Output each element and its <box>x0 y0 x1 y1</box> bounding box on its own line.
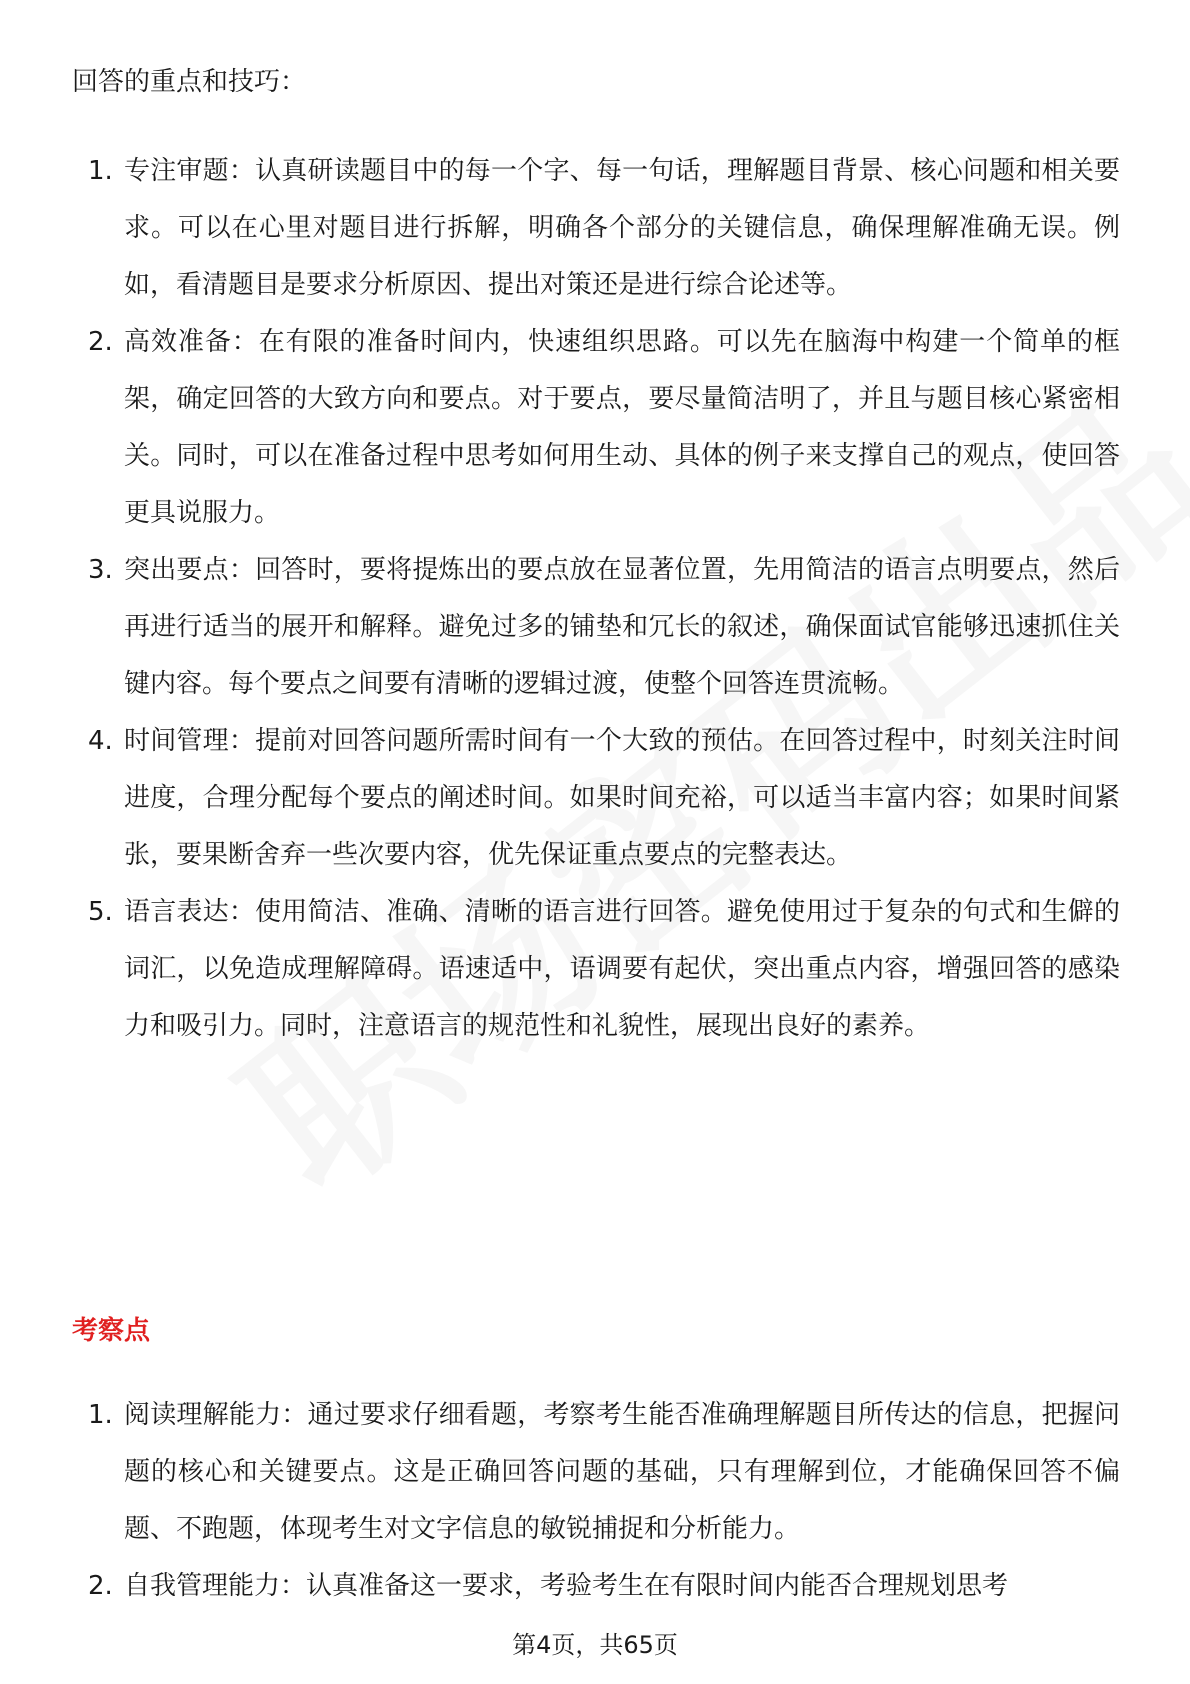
item-text: 高效准备：在有限的准备时间内，快速组织思路。可以先在脑海中构建一个简单的框架，确定回答的大致方向和要点。对于要点，要尽量简洁明了，并且与题目核心紧密相关。同时，可以在准备过程中思考如何用生动、具体的例子来支撑自己的观点，使回答更具说服力。 <box>124 327 1120 528</box>
item-number: 3. <box>88 555 113 585</box>
item-number: 5. <box>88 897 113 927</box>
list-item <box>72 314 1120 542</box>
list-item <box>72 143 1120 314</box>
item-text: 专注审题：认真研读题目中的每一个字、每一句话，理解题目背景、核心问题和相关要求。可以在心里对题目进行拆解，明确各个部分的关键信息，确保理解准确无误。例如，看清题目是要求分析原因、提出对策还是进行综合论述等。 <box>124 156 1120 300</box>
item-number: 2. <box>88 1571 113 1601</box>
section-heading: 考察点 <box>72 1316 151 1346</box>
list-item <box>72 1387 1120 1558</box>
item-text: 语言表达：使用简洁、准确、清晰的语言进行回答。避免使用过于复杂的句式和生僻的词汇，以免造成理解障碍。语速适中，语调要有起伏，突出重点内容，增强回答的感染力和吸引力。同时，注意语言的规范性和礼貌性，展现出良好的素养。 <box>124 897 1120 1041</box>
tips-list <box>72 143 1120 1055</box>
item-text: 阅读理解能力：通过要求仔细看题，考察考生能否准确理解题目所传达的信息，把握问题的核心和关键要点。这是正确回答问题的基础，只有理解到位，才能确保回答不偏题、不跑题，体现考生对文字信息的敏锐捕捉和分析能力。 <box>124 1400 1120 1544</box>
points-list <box>72 1387 1120 1615</box>
item-number: 2. <box>88 327 113 357</box>
item-number: 1. <box>88 156 113 186</box>
list-item <box>72 1558 1120 1615</box>
page-footer: 第4页，共65页 <box>512 1631 678 1659</box>
item-number: 4. <box>88 726 113 756</box>
list-item <box>72 542 1120 713</box>
item-text: 突出要点：回答时，要将提炼出的要点放在显著位置，先用简洁的语言点明要点，然后再进行适当的展开和解释。避免过多的铺垫和冗长的叙述，确保面试官能够迅速抓住关键内容。每个要点之间要有清晰的逻辑过渡，使整个回答连贯流畅。 <box>124 555 1120 699</box>
item-text: 自我管理能力：认真准备这一要求，考验考生在有限时间内能否合理规划思考 <box>124 1571 1009 1601</box>
item-text: 时间管理：提前对回答问题所需时间有一个大致的预估。在回答过程中，时刻关注时间进度，合理分配每个要点的阐述时间。如果时间充裕，可以适当丰富内容；如果时间紧张，要果断舍弃一些次要内容，优先保证重点要点的完整表达。 <box>124 726 1120 870</box>
list-item <box>72 713 1120 884</box>
item-number: 1. <box>88 1400 113 1430</box>
intro-text: 回答的重点和技巧： <box>72 67 307 97</box>
list-item <box>72 884 1120 1055</box>
